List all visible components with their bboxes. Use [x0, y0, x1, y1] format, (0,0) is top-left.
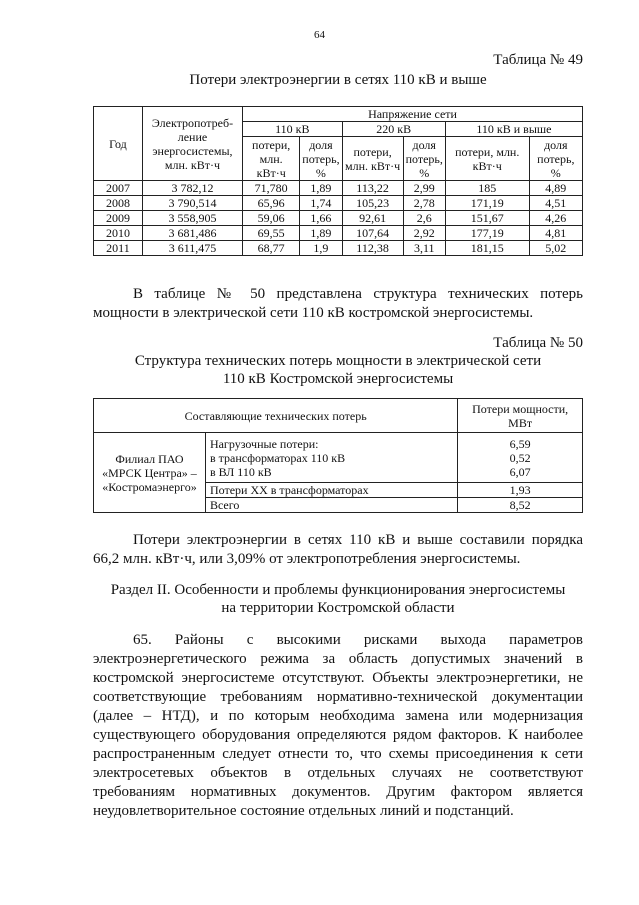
table49	[93, 106, 583, 256]
cell-losses-110: 71,780	[243, 181, 300, 196]
cell-losses-total: 151,67	[445, 211, 529, 226]
header-components: Составляющие технических потерь	[94, 399, 458, 433]
cell-year: 2007	[94, 181, 143, 196]
table49-caption: Таблица № 49	[493, 52, 583, 68]
cell-losses-total: 185	[445, 181, 529, 196]
header-share: доля потерь, %	[300, 137, 342, 181]
cell-consumption: 3 782,12	[142, 181, 242, 196]
cell-losses-220: 105,23	[342, 196, 403, 211]
load-losses-cell	[205, 433, 457, 483]
paragraph-65: 65. Районы с высокими рисками выхода параметров электроэнергетического режима за область допустимых значений в костромской энергосистеме отсутствуют. Объекты электроэнергетики, не соответствующие требованиям нормативно-технической документации (далее – НТД), и по которым необходима замена или модернизация существующего оборудования определяются рядом факторов. К наиболее распространенным следует отнести то, что схемы присоединения к сети электросетевых объектов в отдельных случаях не соответствуют требованиям нормативных документов. Другим фактором является неудовлетворительное состояние отдельных линий и подстанций.	[93, 632, 583, 819]
cell-consumption: 3 790,514	[142, 196, 242, 211]
paragraph-intro-table50: В таблице № 50 представлена структура технических потерь мощности в электрической сети 110 кВ костромской энергосистемы.	[93, 286, 583, 321]
total-value: 8,52	[458, 498, 583, 513]
cell-share-220: 2,99	[403, 181, 445, 196]
table-row	[94, 211, 583, 226]
table50-title-line2: 110 кВ Костромской энергосистемы	[222, 371, 454, 387]
header-losses: потери, млн. кВт·ч	[342, 137, 403, 181]
load-losses-label: Нагрузочные потери:	[209, 436, 319, 451]
table-row	[94, 196, 583, 211]
line-losses-value: 6,07	[509, 464, 531, 479]
cell-share-110: 1,9	[300, 241, 342, 256]
cell-year: 2008	[94, 196, 143, 211]
cell-share-total: 4,89	[529, 181, 582, 196]
table-row	[94, 241, 583, 256]
cell-losses-220: 112,38	[342, 241, 403, 256]
header-220kv: 220 кВ	[342, 122, 445, 137]
cell-share-total: 4,51	[529, 196, 582, 211]
header-losses: потери, млн. кВт·ч	[445, 137, 529, 181]
cell-losses-220: 113,22	[342, 181, 403, 196]
cell-consumption: 3 611,475	[142, 241, 242, 256]
cell-losses-110: 68,77	[243, 241, 300, 256]
cell-share-total: 4,81	[529, 226, 582, 241]
header-share: доля потерь, %	[529, 137, 582, 181]
table-row	[94, 226, 583, 241]
load-losses-value: 6,59	[509, 436, 531, 451]
header-110kv-plus: 110 кВ и выше	[445, 122, 582, 137]
cell-year: 2010	[94, 226, 143, 241]
cell-share-220: 2,6	[403, 211, 445, 226]
noload-losses-value: 1,93	[458, 483, 583, 498]
header-power-losses: Потери мощности, МВт	[458, 399, 583, 433]
cell-share-110: 1,89	[300, 181, 342, 196]
cell-losses-total: 181,15	[445, 241, 529, 256]
header-voltage: Напряжение сети	[243, 107, 583, 122]
header-share: доля потерь, %	[403, 137, 445, 181]
cell-losses-110: 59,06	[243, 211, 300, 226]
cell-losses-220: 92,61	[342, 211, 403, 226]
cell-share-110: 1,74	[300, 196, 342, 211]
transformer-losses-label: в трансформаторах 110 кВ	[209, 450, 346, 465]
cell-share-220: 2,78	[403, 196, 445, 211]
cell-share-110: 1,66	[300, 211, 342, 226]
cell-share-110: 1,89	[300, 226, 342, 241]
cell-losses-110: 69,55	[243, 226, 300, 241]
cell-consumption: 3 558,905	[142, 211, 242, 226]
header-consumption: Электропотреб-ление энергосистемы, млн. кВт·ч	[142, 107, 242, 181]
noload-losses-label: Потери ХХ в трансформаторах	[205, 483, 457, 498]
cell-losses-110: 65,96	[243, 196, 300, 211]
section-heading-line1: Раздел II. Особенности и проблемы функционирования энергосистемы	[110, 582, 566, 598]
header-110kv: 110 кВ	[243, 122, 343, 137]
header-losses: потери, млн. кВт·ч	[243, 137, 300, 181]
cell-share-220: 2,92	[403, 226, 445, 241]
header-year: Год	[94, 107, 143, 181]
table50-title-line1: Структура технических потерь мощности в электрической сети	[134, 353, 542, 369]
cell-losses-220: 107,64	[342, 226, 403, 241]
cell-share-total: 5,02	[529, 241, 582, 256]
load-losses-values	[458, 433, 583, 483]
cell-year: 2009	[94, 211, 143, 226]
line-losses-label: в ВЛ 110 кВ	[209, 464, 272, 479]
page-number: 64	[314, 29, 325, 41]
section-heading-line2: на территории Костромской области	[221, 600, 455, 616]
table50	[93, 398, 583, 513]
cell-share-total: 4,26	[529, 211, 582, 226]
transformer-losses-value: 0,52	[509, 450, 531, 465]
cell-losses-total: 171,19	[445, 196, 529, 211]
cell-consumption: 3 681,486	[142, 226, 242, 241]
branch-name: Филиал ПАО «МРСК Центра» – «Костромаэнерго»	[94, 433, 206, 513]
paragraph-losses-summary: Потери электроэнергии в сетях 110 кВ и выше составили порядка 66,2 млн. кВт·ч, или 3,09% от электропотребления энергосистемы.	[93, 532, 583, 567]
table49-title: Потери электроэнергии в сетях 110 кВ и выше	[189, 72, 487, 88]
total-label: Всего	[205, 498, 457, 513]
cell-losses-total: 177,19	[445, 226, 529, 241]
table-row	[94, 181, 583, 196]
table50-caption: Таблица № 50	[493, 335, 583, 351]
cell-share-220: 3,11	[403, 241, 445, 256]
cell-year: 2011	[94, 241, 143, 256]
